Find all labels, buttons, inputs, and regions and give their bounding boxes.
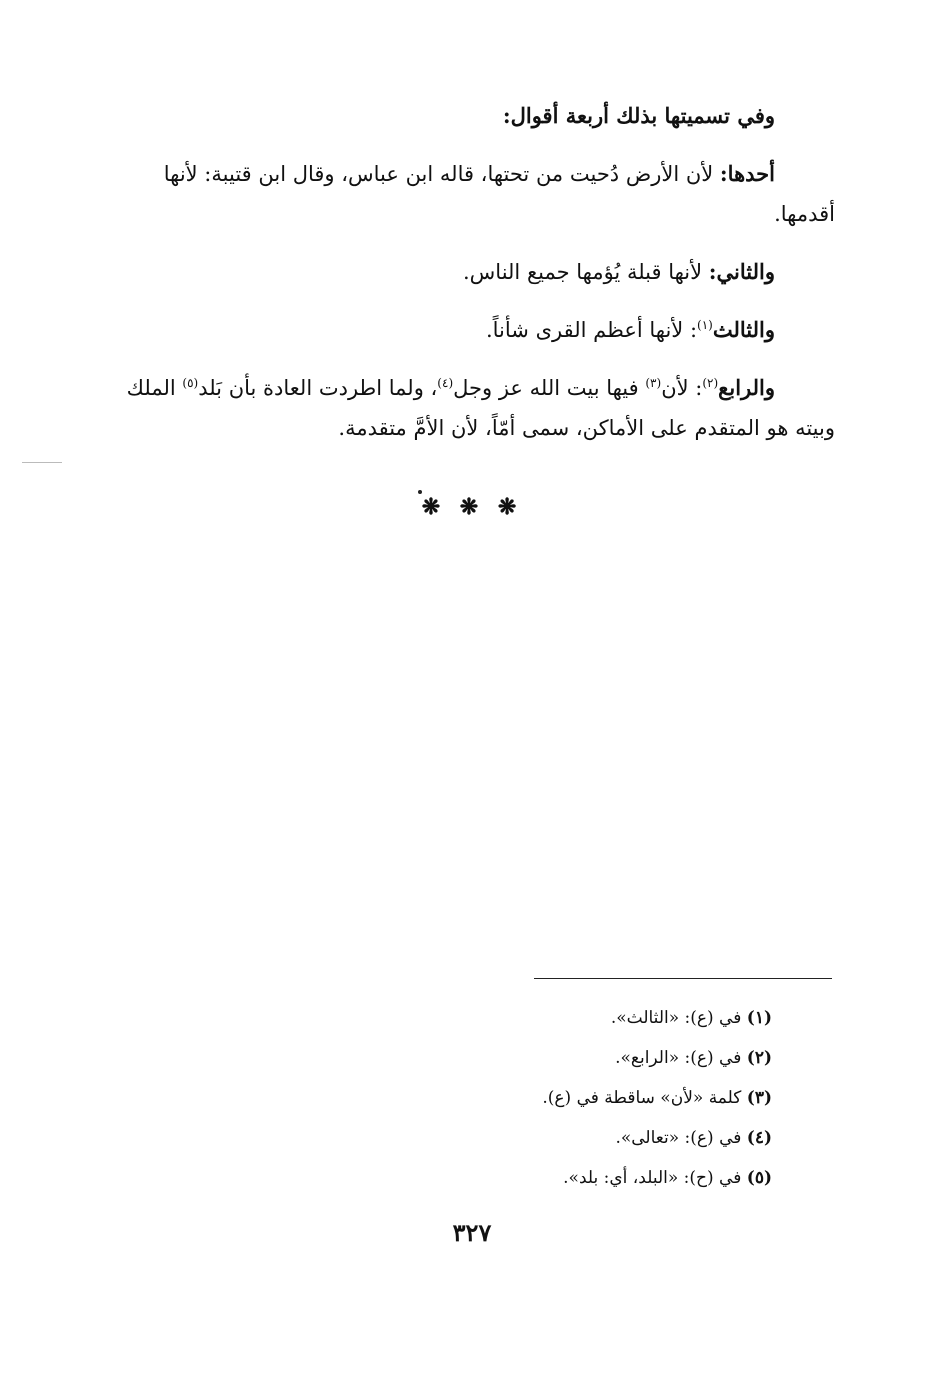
footnote-ref-1[interactable]: (١) <box>697 318 713 332</box>
footnote-1 <box>110 998 772 1038</box>
footnote-text: في (ع): «تعالى». <box>615 1128 747 1148</box>
page-number: ٣٢٧ <box>452 1218 492 1247</box>
footnote-number: (٥) <box>746 1168 772 1188</box>
footnote-ref-4[interactable]: (٤) <box>437 376 454 390</box>
margin-mark <box>22 462 62 463</box>
second-saying-text: لأنها قبلة يُؤمها جميع الناس. <box>462 260 709 284</box>
fourth-saying-text-a: : لأن <box>661 376 703 400</box>
fourth-saying-text-b: فيها بيت الله عز وجل <box>453 376 646 400</box>
footnote-ref-2[interactable]: (٢) <box>702 376 719 390</box>
first-saying-lead: أحدها: <box>719 161 775 186</box>
third-saying-paragraph <box>110 310 835 350</box>
footnote-text: في (ع): «الرابع». <box>615 1048 747 1068</box>
footnotes <box>110 998 772 1198</box>
footnote-ref-3[interactable]: (٣) <box>645 376 662 390</box>
footnote-number: (٤) <box>746 1128 772 1148</box>
fourth-saying-paragraph <box>110 368 835 448</box>
footnote-text: في (ح): «البلد، أي: بلد». <box>563 1168 747 1188</box>
footnote-number: (٢) <box>746 1048 772 1068</box>
fourth-saying-text-c: ، ولما اطردت العادة بأن بَلد <box>198 376 438 400</box>
footnote-text: كلمة «لأن» ساقطة في (ع). <box>542 1088 747 1108</box>
second-saying-lead: والثاني: <box>708 259 775 284</box>
third-saying-text: : لأنها أعظم القرى شأناً. <box>485 318 698 342</box>
fourth-saying-text-d: الملك وبيته هو المتقدم على الأماكن، سمى أمّاً، لأن الأمَّ متقدمة. <box>126 376 835 440</box>
third-saying-lead: والثالث <box>712 317 775 342</box>
fourth-saying-lead: والرابع <box>718 375 775 400</box>
section-separator: ❋ ❋ ❋ <box>421 494 523 520</box>
first-saying-text: لأن الأرض دُحيت من تحتها، قاله ابن عباس، وقال ابن قتيبة: لأنها أقدمها. <box>163 162 835 226</box>
footnote-number: (٣) <box>746 1088 772 1108</box>
footnote-number: (١) <box>746 1008 772 1028</box>
footnote-4 <box>110 1118 772 1158</box>
first-saying-paragraph <box>110 154 835 234</box>
footnote-2 <box>110 1038 772 1078</box>
footnote-5 <box>110 1158 772 1198</box>
footnote-3 <box>110 1078 772 1118</box>
intro-paragraph <box>110 96 835 136</box>
footnote-text: في (ع): «الثالث». <box>610 1008 747 1028</box>
footnote-ref-5[interactable]: (٥) <box>182 376 199 390</box>
intro-heading: وفي تسميتها بذلك أربعة أقوال: <box>502 103 775 128</box>
footnote-rule <box>534 978 832 979</box>
second-saying-paragraph <box>110 252 835 292</box>
main-text <box>110 96 835 466</box>
